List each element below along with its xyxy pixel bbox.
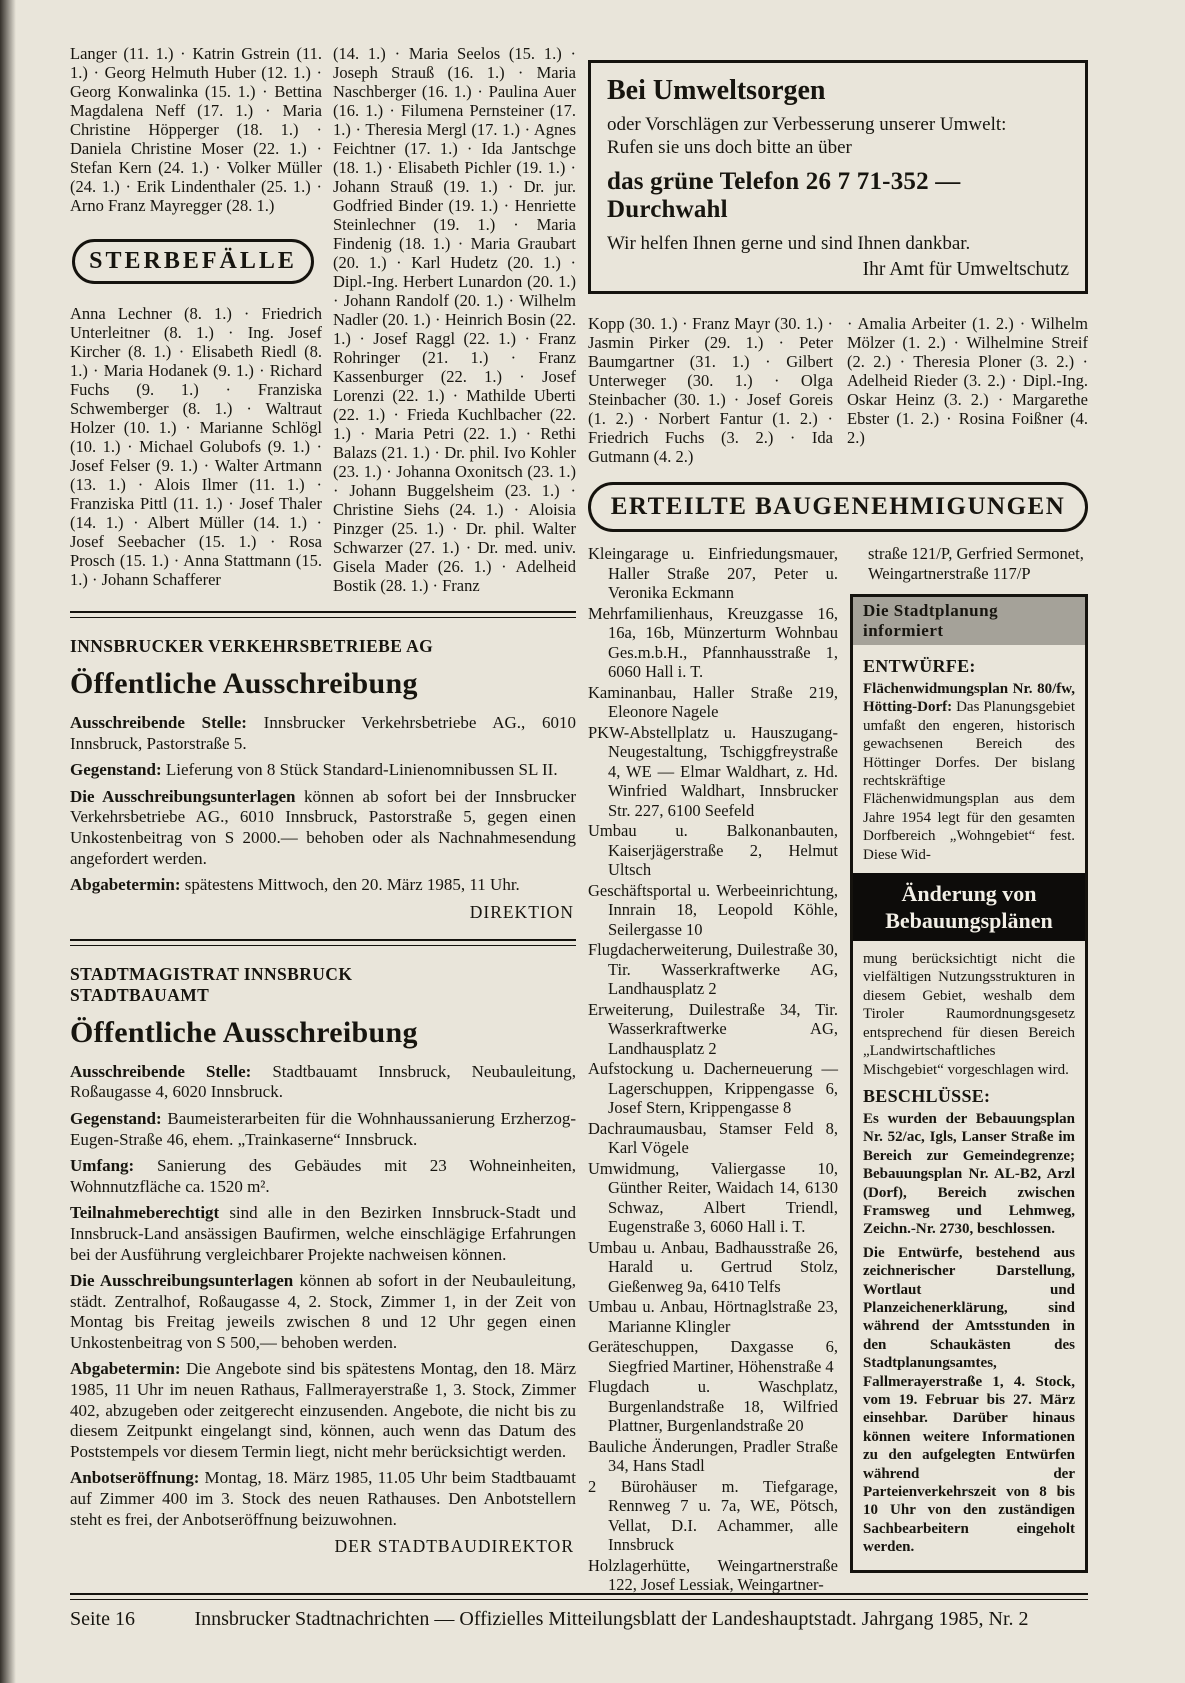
stadtplanung-header: Die Stadtplanung informiert bbox=[853, 597, 1085, 645]
permit-item: 2 Bürohäuser m. Tiefgarage, Rennweg 7 u. 7a, WE, Pötsch, Vellat, D.I. Achammer, alle Innsbruck bbox=[588, 1476, 838, 1554]
permit-item: Geräteschuppen, Daxgasse 6, Siegfried Martiner, Höhenstraße 4 bbox=[588, 1337, 838, 1376]
permits-column-b bbox=[850, 544, 1088, 1596]
beschluesse-heading: BESCHLÜSSE: bbox=[863, 1085, 991, 1106]
entwuerfe-info-paragraph: Die Entwürfe, bestehend aus zeichnerischer Darstellung, Wortlaut und Planzeichenerklärung, sind während der Amtsstunden in den Schaukästen des Stadtplanungsamtes, Fallmerayerstraße 1, 4. Stock, vom 19. Februar bis 27. März einsehbar. Darüber hinaus können weitere Informationen zu den aufgelegten Entwürfen während der Parteienverkehrszeit von 8 bis 10 Uhr von den zuständigen Sachbearbeitern eingeholt werden. bbox=[863, 1244, 1075, 1556]
stadtbauamt-paragraphs bbox=[70, 1062, 576, 1530]
sterbefaelle-heading bbox=[72, 239, 314, 284]
left-column-region bbox=[70, 44, 576, 1557]
widmung-paragraph: mung berücksichtigt nicht die vielfältigen Nutzungsstrukturen in diesem Gebiet, weshalb dem Tiroler Raumordnungsgesetz entsprechend für diesen Bereich „Landwirtschaftliches Mischgebiet“ vorgeschlagen wird. bbox=[863, 951, 1075, 1078]
beschluesse-paragraph: Es wurden der Bebauungsplan Nr. 52/ac, Igls, Lanser Straße im Bereich zur Gemeindegrenze; Bebauungsplan Nr. AL-B2, Arzl (Dorf), Bereich zwischen Framsweg und Lehmweg, Zeichn.-Nr. 2730, beschlossen. bbox=[863, 1110, 1075, 1238]
permits-columns bbox=[588, 544, 1088, 1596]
tender-paragraph: Ausschreibende Stelle: Innsbrucker Verkehrsbetriebe AG., 6010 Innsbruck, Pastorstraße 5. bbox=[70, 713, 576, 753]
sterbefaelle-continued-columns bbox=[588, 314, 1088, 466]
permit-item: Geschäftsportal u. Werbeeinrichtung, Innrain 18, Leopold Köhle, Seilergasse 10 bbox=[588, 880, 838, 939]
right-column-region bbox=[588, 60, 1088, 1596]
permit-item: Kaminanbau, Haller Straße 219, Eleonore Nagele bbox=[588, 682, 838, 721]
stadtbauamt-kicker-line2: STADTBAUAMT bbox=[70, 984, 210, 1005]
permit-item: Dachraumausbau, Stamser Feld 8, Karl Vögele bbox=[588, 1118, 838, 1157]
permit-item: Flugdach u. Waschplatz, Burgenlandstraße 18, Wilfried Plattner, Burgenlandstraße 20 bbox=[588, 1377, 838, 1435]
births-continued-col1: Langer (11. 1.) · Katrin Gstrein (11. 1.) · Georg Helmuth Huber (12. 1.) · Georg Konwalinka (15. 1.) · Bettina Magdalena Neff (17. 1.) · Maria Christine Höpperger (18. 1.) · Daniela Christine Moser (22. 1.) · Stefan Kern (24. 1.) · Volker Müller (24. 1.) · Erik Lindenthaler (25. 1.) · Arno Franz Mayregger (28. 1.) bbox=[70, 44, 322, 215]
stadtbauamt-signoff: DER STADTBAUDIREKTOR bbox=[334, 1536, 574, 1557]
name-columns bbox=[70, 44, 576, 595]
permit-item: Erweiterung, Duilestraße 34, Tir. Wasserkraftwerke AG, Landhausplatz 2 bbox=[588, 999, 838, 1058]
tender-section-ivb bbox=[70, 636, 576, 923]
names-column-2 bbox=[333, 44, 576, 595]
tender-paragraph: Umfang: Sanierung des Gebäudes mit 23 Wohneinheiten, Wohnnutzfläche ca. 1520 m². bbox=[70, 1156, 576, 1196]
sterbefaelle-col4: · Amalia Arbeiter (1. 2.) · Wilhelm Mölzer (1. 2.) · Wilhelmine Streif (2. 2.) · Theresia Ploner (3. 2.) · Adelheid Rieder (3. 2.) · Dipl.-Ing. Oskar Heinz (3. 2.) · Margarethe Ebster (1. 2.) · Rosina Foißner (4. 2.) bbox=[847, 314, 1088, 447]
permit-item: PKW-Abstellplatz u. Hauszugang-Neugestaltung, Tschiggfreystraße 4, WE — Elmar Waldhart, z. Hd. Winfried Waldhart, Innsbrucker Str. 227, 6100 Seefeld bbox=[588, 722, 838, 820]
baugenehmigungen-heading-label: ERTEILTE BAUGENEHMIGUNGEN bbox=[610, 493, 1066, 520]
permit-item: Umbau u. Anbau, Hörtnaglstraße 23, Marianne Klingler bbox=[588, 1297, 838, 1336]
permit-item: Umwidmung, Valiergasse 10, Günther Reiter, Waidach 14, 6130 Schwaz, Albert Triendl, Eugenstraße 3, 6060 Hall i. T. bbox=[588, 1158, 838, 1236]
tender-paragraph: Gegenstand: Lieferung von 8 Stück Standard-Linienomnibussen SL II. bbox=[70, 760, 558, 780]
baugenehmigungen-heading bbox=[588, 482, 1088, 532]
permit-item: Flugdacherweiterung, Duilestraße 30, Tir. Wasserkraftwerke AG, Landhausplatz 2 bbox=[588, 940, 838, 998]
tender-paragraph: Die Ausschreibungsunterlagen können ab sofort in der Neubauleitung, städt. Zentralhof, Roßaugasse 4, 2. Stock, Zimmer 1, in der Zeit von Montag bis Freitag jeweils zwischen 8 und 12 Uhr gegen einen Unkostenbeitrag von S 500,— behoben werden. bbox=[70, 1271, 576, 1352]
umwelt-line3: Wir helfen Ihnen gerne und sind Ihnen dankbar. bbox=[607, 233, 971, 254]
page-footer bbox=[70, 1593, 1088, 1631]
footer-page-number: Seite 16 bbox=[70, 1608, 135, 1630]
umwelt-phone-number: das grüne Telefon 26 7 71-352 — Durchwahl bbox=[607, 168, 961, 223]
permit-item: Umbau u. Balkonanbauten, Kaiserjägerstraße 2, Helmut Ultsch bbox=[588, 821, 838, 879]
tender-paragraph: Teilnahmeberechtigt sind alle in den Bezirken Innsbruck-Stadt und Innsbruck-Land ansässigen Baufirmen, welche einschlägige Erfahrungen bei der Ausführung vergleichbarer Projekte nachweisen können. bbox=[70, 1203, 576, 1264]
tender-paragraph: Abgabetermin: spätestens Mittwoch, den 20. März 1985, 11 Uhr. bbox=[70, 875, 520, 895]
entwuerfe-heading: ENTWÜRFE: bbox=[863, 656, 976, 676]
tender-paragraph: Die Ausschreibungsunterlagen können ab sofort bei der Innsbrucker Verkehrsbetriebe AG., 6010 Innsbruck, Pastorstraße 5, gegen einen Unkostenbeitrag von S 2000.— behoben oder als Nachnahmesendung angefordert werden. bbox=[70, 786, 576, 868]
ivb-signoff: DIREKTION bbox=[469, 901, 574, 922]
scan-edge-shadow bbox=[0, 0, 16, 1683]
footer-masthead: Innsbrucker Stadtnachrichten — Offizielles Mitteilungsblatt der Landeshauptstadt. Jahrgang 1985, Nr. 2 bbox=[194, 1608, 1029, 1630]
umwelt-line1: oder Vorschlägen zur Verbesserung unserer Umwelt: bbox=[607, 114, 1007, 135]
tender-section-stadtbauamt bbox=[70, 964, 576, 1557]
umwelt-signoff: Ihr Amt für Umweltschutz bbox=[862, 259, 1069, 280]
section-divider bbox=[70, 939, 576, 946]
sterbefaelle-col1: Anna Lechner (8. 1.) · Friedrich Unterleitner (8. 1.) · Ing. Josef Kircher (8. 1.) · Elisabeth Riedl (8. 1.) · Maria Hodanek (9. 1.) · Richard Fuchs (9. 1.) · Franziska Schwemberger (8. 1.) · Waltraut Holzer (10. 1.) · Marianne Schlögl (10. 1.) · Michael Golubofs (9. 1.) · Josef Felser (9. 1.) · Walter Artmann (13. 1.) · Alois Ilmer (11. 1.) · Franziska Pittl (11. 1.) · Josef Thaler (14. 1.) · Albert Müller (14. 1.) · Josef Seebacher (15. 1.) · Rosa Prosch (15. 1.) · Anna Stattmann (15. 1.) · Johann Schafferer bbox=[70, 304, 322, 589]
stadtplanung-body bbox=[853, 645, 1085, 1570]
footer-rule bbox=[70, 1593, 1088, 1600]
bebauungsplaene-banner: Änderung von Bebauungsplänen bbox=[853, 873, 1085, 941]
permit-continuation: straße 121/P, Gerfried Sermonet, Weingartnerstraße 117/P bbox=[868, 544, 1084, 583]
names-column-1 bbox=[70, 44, 322, 595]
permit-item: Umbau u. Anbau, Badhausstraße 26, Harald u. Gertrud Stolz, Gießenweg 9a, 6410 Telfs bbox=[588, 1237, 838, 1296]
ivb-title: Öffentliche Ausschreibung bbox=[70, 667, 418, 700]
ivb-kicker: INNSBRUCKER VERKEHRSBETRIEBE AG bbox=[70, 636, 434, 656]
tender-paragraph: Ausschreibende Stelle: Stadtbauamt Innsbruck, Neubauleitung, Roßaugasse 4, 6020 Innsbruck. bbox=[70, 1061, 576, 1102]
stadtbauamt-title: Öffentliche Ausschreibung bbox=[70, 1015, 418, 1049]
permit-item: Bauliche Änderungen, Pradler Straße 34, Hans Stadl bbox=[588, 1436, 838, 1475]
tender-paragraph: Anbotseröffnung: Montag, 18. März 1985, 11.05 Uhr beim Stadtbauamt auf Zimmer 400 im 3. Stock des neuen Rathauses. Den Anbotstellern steht es frei, der Anbotseröffnung beizuwohnen. bbox=[70, 1468, 576, 1529]
permit-item: Holzlagerhütte, Weingartnerstraße 122, Josef Lessiak, Weingartner- bbox=[588, 1555, 838, 1594]
tender-paragraph: Abgabetermin: Die Angebote sind bis spätestens Montag, den 18. März 1985, 11 Uhr im neuen Rathaus, Fallmerayerstraße 1, 3. Stock, Zimmer 402, abzugeben oder zeitgerecht einzusenden. Angebote, die nicht bis zu diesem Zeitpunkt eingelangt sind, können, auch wenn das Datum des Poststempels vor diesem Termin liegt, nicht mehr berücksichtigt werden. bbox=[70, 1359, 576, 1461]
sterbefaelle-heading-label: STERBEFÄLLE bbox=[89, 248, 297, 274]
section-divider bbox=[70, 611, 576, 618]
umwelt-line2: Rufen sie uns doch bitte an über bbox=[607, 137, 852, 158]
entwuerfe-lead: Flächenwidmungsplan Nr. 80/fw, Hötting-Dorf: bbox=[863, 681, 1075, 716]
footer-row bbox=[70, 1608, 1088, 1631]
entwuerfe-text: Das Planungsgebiet umfaßt den engeren, historisch gewachsenen Bereich des Höttinger Dorfes. Der bislang rechtskräftige Flächenwidmungsplan aus dem Jahre 1954 legt für den gesamten Dorfbereich „Wohngebiet“ fest. Diese Wid- bbox=[863, 699, 1075, 863]
entwuerfe-paragraph bbox=[863, 680, 1075, 864]
births-continued-col2: (14. 1.) · Maria Seelos (15. 1.) · Joseph Strauß (16. 1.) · Maria Naschberger (16. 1.) · Paulina Auer (16. 1.) · Filumena Pernsteiner (17. 1.) · Theresia Mergl (17. 1.) · Agnes Feichtner (17. 1.) · Ida Jantschge (18. 1.) · Elisabeth Pichler (19. 1.) · Johann Strauß (19. 1.) · Dr. jur. Godfried Binder (19. 1.) · Henriette Steinlechner (19. 1.) · Maria Findenig (18. 1.) · Maria Graubart (20. 1.) · Karl Hudetz (20. 1.) · Dipl.-Ing. Herbert Lunardon (20. 1.) · Johann Randolf (20. 1.) · Wilhelm Nadler (20. 1.) · Heinrich Bosin (22. 1.) · Josef Raggl (22. 1.) · Franz Rohringer (21. 1.) · Franz Kassenburger (22. 1.) · Josef Lorenzi (22. 1.) · Mathilde Uberti (22. 1.) · Frieda Kuchlbacher (22. 1.) · Maria Petri (22. 1.) · Rethi Balazs (21. 1.) · Dr. phil. Ivo Kohler (23. 1.) · Johanna Oxonitsch (23. 1.) · Johann Buggelsheim (23. 1.) · Christine Siehs (24. 1.) · Aloisia Pinzger (25. 1.) · Dr. phil. Walter Schwarzer (27. 1.) · Dr. med. univ. Gisela Mader (26. 1.) · Adelheid Bostik (28. 1.) · Franz bbox=[333, 44, 576, 595]
stadtplanung-box bbox=[850, 594, 1088, 1573]
umwelt-notice-box bbox=[588, 60, 1088, 294]
umwelt-title: Bei Umweltsorgen bbox=[607, 75, 826, 106]
tender-paragraph: Gegenstand: Baumeisterarbeiten für die Wohnhaussanierung Erzherzog-Eugen-Straße 46, ehem. „Trainkaserne“ Innsbruck. bbox=[70, 1108, 576, 1149]
permit-item: Mehrfamilienhaus, Kreuzgasse 16, 16a, 16b, Münzerturm Wohnbau Ges.m.b.H., Pfannhausstraße 1, 6060 Hall i. T. bbox=[588, 603, 838, 681]
permit-item: Kleingarage u. Einfriedungsmauer, Haller Straße 207, Peter u. Veronika Eckmann bbox=[588, 544, 838, 602]
sterbefaelle-col3: Kopp (30. 1.) · Franz Mayr (30. 1.) · Jasmin Pirker (29. 1.) · Peter Baumgartner (31. 1.) · Gilbert Unterweger (30. 1.) · Olga Steinbacher (30. 1.) · Josef Goreis (1. 2.) · Norbert Fantur (1. 2.) · Friedrich Fuchs (3. 2.) · Ida Gutmann (4. 2.) bbox=[588, 314, 833, 466]
stadtbauamt-kicker-line1: STADTMAGISTRAT INNSBRUCK bbox=[70, 963, 353, 984]
permit-list bbox=[588, 544, 838, 1596]
permit-item: Aufstockung u. Dacherneuerung — Lagerschuppen, Krippengasse 6, Josef Stern, Krippengasse 8 bbox=[588, 1059, 838, 1117]
ivb-paragraphs bbox=[70, 713, 576, 896]
